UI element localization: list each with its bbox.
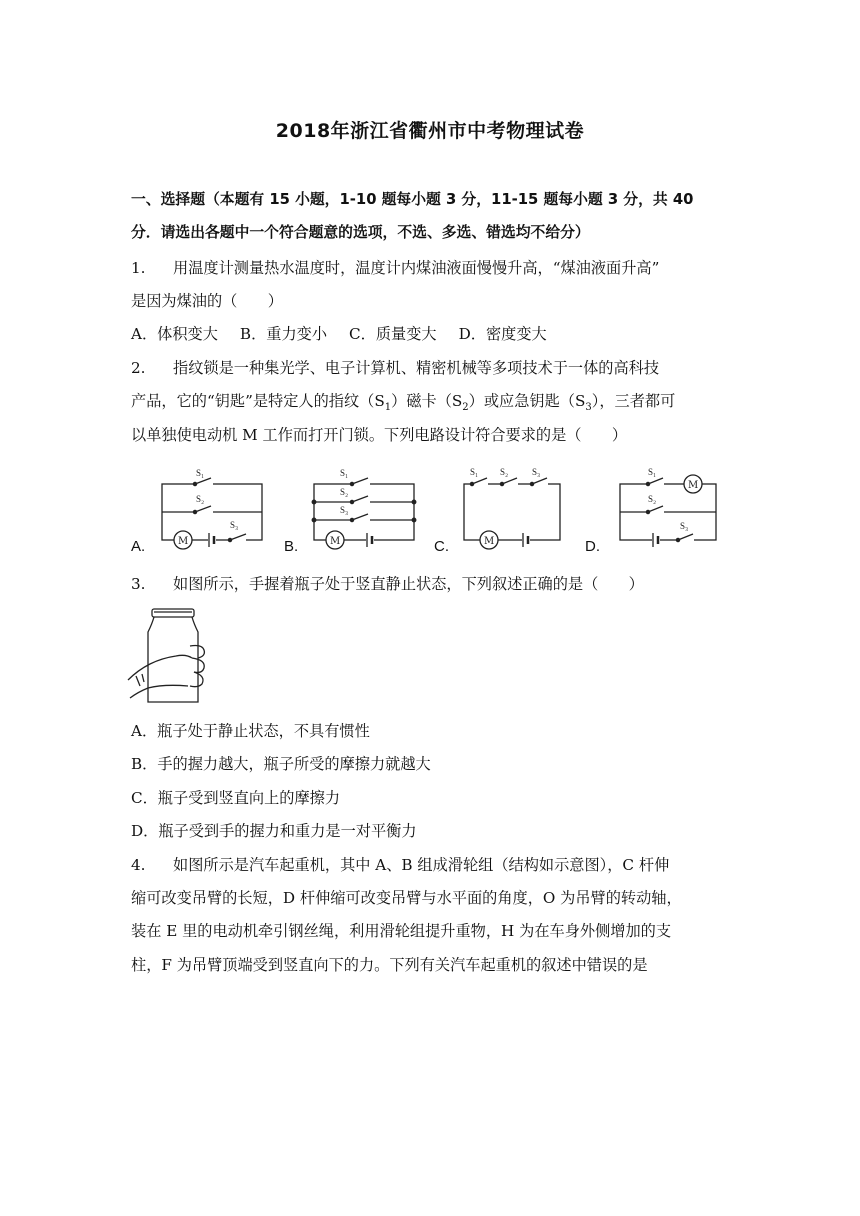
question-2-text-b: ）磁卡（S bbox=[391, 392, 463, 410]
question-4-line4: 柱，F 为吊臂顶端受到竖直向下的力。下列有关汽车起重机的叙述中错误的是 bbox=[131, 956, 648, 974]
question-1-line1 bbox=[131, 256, 741, 280]
question-1-text: 用温度计测量热水温度时，温度计内煤油液面慢慢升高，“煤油液面升高” bbox=[173, 259, 660, 277]
question-2-number: 2. bbox=[131, 359, 146, 377]
question-2-text: 指纹锁是一种集光学、电子计算机、精密机械等多项技术于一体的高科技 bbox=[173, 359, 659, 377]
svg-text:M: M bbox=[688, 480, 699, 491]
question-4-number: 4. bbox=[131, 856, 146, 874]
question-2-text-c: ）或应急钥匙（S bbox=[468, 392, 586, 410]
question-3-option-c: C．瓶子受到竖直向上的摩擦力 bbox=[131, 789, 341, 807]
svg-text:S₂: S₂ bbox=[340, 487, 349, 497]
circuit-diagram-c bbox=[458, 462, 570, 552]
svg-text:S₁: S₁ bbox=[340, 468, 349, 478]
question-2-line1 bbox=[131, 356, 741, 380]
section-header-line2: 分．请选出各题中一个符合题意的选项，不选、多选、错选均不给分） bbox=[131, 224, 590, 241]
page-title: 2018年浙江省衢州市中考物理试卷 bbox=[275, 120, 585, 142]
circuit-diagram-d bbox=[614, 462, 726, 552]
svg-text:M: M bbox=[178, 536, 189, 547]
switch-s2-label: S₂ bbox=[196, 494, 205, 504]
svg-text:S₃: S₃ bbox=[340, 505, 349, 515]
question-3-option-b: B．手的握力越大，瓶子所受的摩擦力就越大 bbox=[131, 755, 431, 773]
question-2-text-a: 产品，它的“钥匙”是特定人的指纹（S bbox=[131, 392, 385, 410]
svg-text:S₃: S₃ bbox=[680, 521, 689, 531]
question-4-line3: 装在 E 里的电动机牵引钢丝绳，利用滑轮组提升重物，H 为在车身外侧增加的支 bbox=[131, 922, 672, 940]
circuit-option-c-label: C. bbox=[434, 538, 449, 555]
question-1-option-d: D．密度变大 bbox=[458, 325, 547, 343]
question-4-text: 如图所示是汽车起重机，其中 A、B 组成滑轮组（结构如示意图），C 杆伸 bbox=[173, 856, 670, 874]
svg-text:S₂: S₂ bbox=[500, 467, 509, 477]
section-header-line1: 一、选择题（本题有 15 小题，1-10 题每小题 3 分，11-15 题每小题 3 分，共 40 bbox=[131, 191, 694, 208]
question-1-number: 1. bbox=[131, 259, 146, 277]
question-2-line3: 以单独使电动机 M 工作而打开门锁。下列电路设计符合要求的是（ ） bbox=[131, 426, 628, 444]
subscript-1: 1 bbox=[384, 402, 392, 414]
question-3-option-d: D．瓶子受到手的握力和重力是一对平衡力 bbox=[131, 822, 417, 840]
question-4-line1 bbox=[131, 853, 741, 877]
circuit-diagram-a bbox=[158, 462, 268, 552]
question-4-line2: 缩可改变吊臂的长短，D 杆伸缩可改变吊臂与水平面的角度，O 为吊臂的转动轴， bbox=[131, 889, 682, 907]
question-3-line1 bbox=[131, 572, 741, 596]
question-1-options bbox=[131, 322, 741, 346]
svg-text:M: M bbox=[330, 536, 341, 547]
question-3-number: 3. bbox=[131, 575, 146, 593]
question-1-line2: 是因为煤油的（ ） bbox=[131, 292, 283, 310]
question-3-text: 如图所示，手握着瓶子处于竖直静止状态，下列叙述正确的是（ ） bbox=[173, 575, 644, 593]
svg-text:M: M bbox=[484, 536, 495, 547]
circuit-option-a-label: A. bbox=[131, 538, 146, 555]
switch-s1-label: S₁ bbox=[196, 468, 205, 478]
question-3-option-a: A．瓶子处于静止状态，不具有惯性 bbox=[131, 722, 370, 740]
subscript-3: 3 bbox=[585, 402, 592, 414]
svg-text:S₃: S₃ bbox=[532, 467, 541, 477]
question-2-text-d: ），三者都可 bbox=[591, 392, 676, 410]
svg-text:S₁: S₁ bbox=[648, 467, 657, 477]
svg-text:S₂: S₂ bbox=[648, 494, 657, 504]
question-1-option-b: B．重力变小 bbox=[239, 325, 328, 343]
question-1-option-c: C．质量变大 bbox=[349, 325, 437, 343]
svg-text:S₁: S₁ bbox=[470, 467, 479, 477]
question-1-option-a: A．体积变大 bbox=[131, 325, 218, 343]
circuit-option-d-label: D. bbox=[585, 538, 600, 555]
switch-s3-label: S₃ bbox=[230, 520, 239, 530]
subscript-2: 2 bbox=[462, 402, 469, 414]
bottle-in-hand-illustration bbox=[128, 606, 210, 706]
question-2-line2 bbox=[131, 389, 741, 420]
circuit-diagram-b bbox=[310, 462, 422, 552]
circuit-option-b-label: B. bbox=[284, 538, 299, 555]
